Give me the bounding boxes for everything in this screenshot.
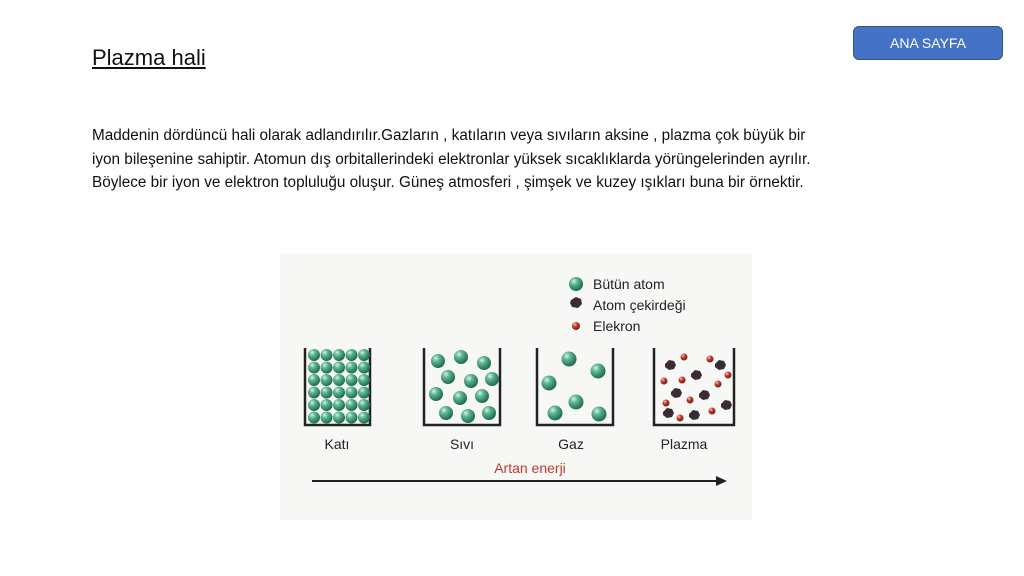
atom-particle	[333, 374, 345, 386]
nucleus-particle	[663, 408, 674, 418]
atom-particle	[475, 389, 489, 403]
nucleus-particle	[721, 400, 732, 410]
atom-particle	[358, 412, 370, 424]
atom-particle	[308, 362, 320, 374]
atom-particle	[308, 349, 320, 361]
plasma-particles	[661, 354, 733, 422]
gas-particles	[542, 352, 607, 422]
atom-particle	[346, 412, 358, 424]
atom-particle	[308, 412, 320, 424]
atom-particle	[454, 350, 468, 364]
electron-particle	[677, 415, 684, 422]
atom-particle	[358, 362, 370, 374]
atom-particle	[321, 362, 333, 374]
atom-particle	[333, 362, 345, 374]
atom-particle	[333, 387, 345, 399]
nucleus-particle	[699, 390, 710, 400]
legend	[569, 276, 686, 334]
atom-particle	[358, 399, 370, 411]
legend-nucleus-label: Atom çekirdeği	[593, 297, 686, 313]
liquid-particles	[429, 350, 499, 423]
atom-particle	[346, 374, 358, 386]
electron-particle	[661, 378, 668, 385]
atom-particle	[308, 399, 320, 411]
atom-particle	[477, 356, 491, 370]
atom-particle	[321, 387, 333, 399]
paragraph-line-3: Böylece bir iyon ve elektron topluluğu oluşur. Güneş atmosferi , şimşek ve kuzey ışıkları buna bir örnektir.	[92, 174, 804, 191]
solid-label: Katı	[324, 436, 350, 452]
atom-particle	[485, 372, 499, 386]
electron-particle	[709, 408, 716, 415]
atom-particle	[429, 387, 443, 401]
energy-arrow-head-icon	[716, 476, 727, 486]
atom-particle	[308, 374, 320, 386]
page-title: Plazma hali	[92, 45, 206, 70]
legend-electron-label: Elekron	[593, 318, 641, 334]
electron-particle	[707, 356, 714, 363]
gas-label: Gaz	[558, 436, 584, 452]
home-button[interactable]: ANA SAYFA	[853, 26, 1003, 60]
legend-electron-icon	[572, 322, 580, 330]
atom-particle	[321, 374, 333, 386]
atom-particle	[333, 349, 345, 361]
states-of-matter-figure	[280, 253, 752, 520]
atom-particle	[346, 387, 358, 399]
nucleus-particle	[715, 360, 726, 370]
atom-particle	[346, 362, 358, 374]
atom-particle	[346, 349, 358, 361]
electron-particle	[725, 372, 732, 379]
atom-particle	[464, 374, 478, 388]
paragraph-line-1: Maddenin dördüncü hali olarak adlandırılır.Gazların , katıların veya sıvıların aksine , plazma çok büyük bir	[92, 127, 806, 144]
electron-particle	[687, 397, 694, 404]
liquid-label: Sıvı	[449, 436, 475, 452]
atom-particle	[591, 364, 606, 379]
atom-particle	[542, 376, 557, 391]
atom-particle	[562, 352, 577, 367]
nucleus-particle	[671, 388, 682, 398]
solid-particles	[308, 349, 370, 424]
atom-particle	[358, 387, 370, 399]
atom-particle	[592, 407, 607, 422]
atom-particle	[321, 399, 333, 411]
paragraph-line-2: iyon bileşenine sahiptir. Atomun dış orbitallerindeki elektronlar yüksek sıcaklıklarda yörüngelerinden ayrılır.	[92, 150, 811, 168]
atom-particle	[482, 406, 496, 420]
energy-arrow-label: Artan enerji	[494, 460, 566, 476]
legend-atom-label: Bütün atom	[593, 276, 665, 292]
electron-particle	[681, 354, 688, 361]
electron-particle	[679, 377, 686, 384]
atom-particle	[346, 399, 358, 411]
electron-particle	[715, 381, 722, 388]
atom-particle	[333, 412, 345, 424]
legend-atom-icon	[569, 277, 583, 291]
electron-particle	[663, 400, 670, 407]
atom-particle	[548, 406, 563, 421]
plasma-label: Plazma	[660, 436, 708, 452]
atom-particle	[441, 370, 455, 384]
atom-particle	[453, 391, 467, 405]
atom-particle	[308, 387, 320, 399]
body-paragraph	[92, 124, 952, 195]
nucleus-particle	[689, 410, 700, 420]
atom-particle	[358, 349, 370, 361]
atom-particle	[569, 395, 584, 410]
atom-particle	[321, 412, 333, 424]
atom-particle	[431, 354, 445, 368]
atom-particle	[358, 374, 370, 386]
nucleus-particle	[691, 370, 702, 380]
nucleus-particle	[665, 360, 676, 370]
atom-particle	[321, 349, 333, 361]
atom-particle	[333, 399, 345, 411]
legend-nucleus-icon	[570, 297, 582, 308]
atom-particle	[461, 409, 475, 423]
atom-particle	[439, 406, 453, 420]
